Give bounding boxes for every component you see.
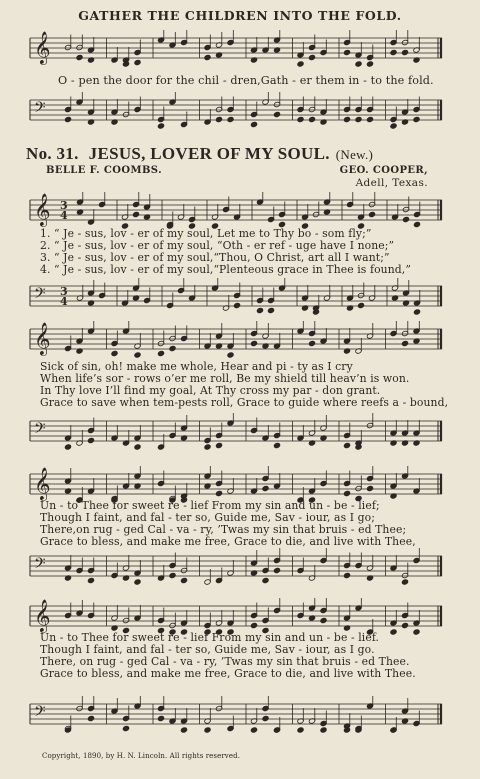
staff-top-bass xyxy=(22,92,446,132)
time-signature-top: 3 xyxy=(60,199,68,212)
composer-name: GEO. COOPER, xyxy=(339,165,428,176)
note-head xyxy=(204,727,211,733)
note-head xyxy=(233,302,240,308)
note-head xyxy=(111,350,118,356)
system-3-lyrics xyxy=(40,500,450,548)
system-3-verse-1: Un - to Thee for sweet re - lief From my sin and un - be - lief; xyxy=(40,499,380,512)
note-head xyxy=(343,572,350,578)
note-head xyxy=(401,49,408,55)
staff-top-bass-svg xyxy=(22,92,446,132)
system-2-verse-2: When life’s sor - rows o’er me roll, Be my shield till heav’n is won. xyxy=(40,372,410,385)
bass-clef-icon: 𝄢 xyxy=(34,99,46,120)
staff-system-4-bass-svg xyxy=(22,696,446,736)
note-head xyxy=(273,111,280,117)
copyright-notice: Copyright, 1890, by H. N. Lincoln. All rights reserved. xyxy=(42,752,241,760)
note-head xyxy=(355,116,362,122)
note-head xyxy=(157,350,164,356)
note-head xyxy=(157,715,164,721)
note-head xyxy=(180,727,187,733)
note-head xyxy=(401,622,408,628)
note-head xyxy=(343,116,350,122)
note-head xyxy=(413,309,420,315)
note-head xyxy=(366,485,373,491)
staff-system-4-bass xyxy=(22,696,446,736)
note-head xyxy=(308,54,315,60)
note-head xyxy=(355,61,362,67)
note-head xyxy=(390,123,397,129)
treble-clef-icon: 𝄞 xyxy=(34,322,51,355)
note-head xyxy=(401,579,408,585)
note-head xyxy=(256,307,263,313)
note-head xyxy=(250,121,257,127)
note-head xyxy=(320,727,327,733)
note-head xyxy=(87,715,94,721)
note-head xyxy=(157,123,164,129)
staff-system-2-treble xyxy=(22,321,446,361)
note-head xyxy=(262,577,269,583)
note-head xyxy=(320,617,327,623)
staff-top-treble xyxy=(22,30,446,70)
composer-place: Adell, Texas. xyxy=(355,177,428,189)
staff-system-3-bass-svg xyxy=(22,548,446,588)
system-2-verse-4: Grace to save when tem-pests roll, Grace to guide where reefs a - bound, xyxy=(40,396,449,409)
staff-system-2-bass-svg xyxy=(22,413,446,453)
note-head xyxy=(122,725,129,731)
note-head xyxy=(297,116,304,122)
treble-clef-icon: 𝄞 xyxy=(34,193,51,226)
note-head xyxy=(227,116,234,122)
note-head xyxy=(169,345,176,351)
note-head xyxy=(215,116,222,122)
bass-clef-icon: 𝄢 xyxy=(34,285,46,306)
system-1-verse-3: 3. “ Je - sus, lov - er of my soul,“Thou, O Christ, art all I want;” xyxy=(40,251,390,264)
note-head xyxy=(366,61,373,67)
note-head xyxy=(402,216,409,222)
staff-system-1-treble-svg xyxy=(22,192,446,232)
system-2-lyrics xyxy=(40,361,450,409)
system-3-verse-2: Though I faint, and fal - ter so, Guide me, Sav - iour, as I go; xyxy=(40,511,376,524)
note-head xyxy=(215,442,222,448)
system-3-verse-4: Grace to bless, and make me free, Grace to die, and live with Thee, xyxy=(40,535,416,548)
staff-system-1-bass xyxy=(22,278,446,318)
staff-system-1-bass-svg xyxy=(22,278,446,318)
note-head xyxy=(250,622,257,628)
note-head xyxy=(343,490,350,496)
treble-clef-icon: 𝄞 xyxy=(34,31,51,64)
note-head xyxy=(134,352,141,358)
note-head xyxy=(87,577,94,583)
note-head xyxy=(64,444,71,450)
note-head xyxy=(215,490,222,496)
note-head xyxy=(227,352,234,358)
hymn-number: No. 31. xyxy=(26,144,79,163)
treble-clef-icon: 𝄞 xyxy=(34,599,51,632)
system-4-lyrics xyxy=(40,632,450,680)
hymn-title xyxy=(26,144,373,164)
note-head xyxy=(76,54,83,60)
time-signature-bottom: 4 xyxy=(60,295,68,308)
hymn-title-text: JESUS, LOVER OF MY SOUL. xyxy=(88,144,330,163)
system-4-verse-4: Grace to bless, and make me free, Grace to die, and live with Thee. xyxy=(40,667,416,680)
system-2-verse-3: In Thy love I’ll find my goal, At Thy cross my par - don grant. xyxy=(40,384,381,397)
top-lyric-line: O - pen the door for the chil - dren,Gath - er them in - to the fold. xyxy=(58,74,434,87)
note-head xyxy=(87,437,94,443)
note-head xyxy=(297,61,304,67)
note-head xyxy=(134,579,141,585)
note-head xyxy=(273,442,280,448)
time-signature-top: 3 xyxy=(60,285,68,298)
note-head xyxy=(413,116,420,122)
note-head xyxy=(169,572,176,578)
staff-system-2-treble-svg xyxy=(22,321,446,361)
bass-clef-icon: 𝄢 xyxy=(34,420,46,441)
system-1-verse-4: 4. “ Je - sus, lov - er of my soul,“Plenteous grace in Thee is found,” xyxy=(40,263,411,276)
system-3-verse-3: There,on rug - ged Cal - va - ry, ’Twas my sin that bruis - ed Thee; xyxy=(40,523,407,536)
system-4-verse-2: Though I faint, and fal - ter so, Guide me, Sav - iour, as I go. xyxy=(40,643,375,656)
system-1-verse-1: 1. “ Je - sus, lov - er of my soul, Let me to Thy bo - som fly;” xyxy=(40,227,372,240)
running-head: GATHER THE CHILDREN INTO THE FOLD. xyxy=(78,8,402,23)
hymn-author: BELLE F. COOMBS. xyxy=(46,165,162,176)
note-head xyxy=(297,727,304,733)
note-head xyxy=(343,442,350,448)
hymn-tag: (New.) xyxy=(335,147,374,162)
note-head xyxy=(132,211,139,217)
staff-system-1-treble xyxy=(22,192,446,232)
note-head xyxy=(180,577,187,583)
note-head xyxy=(250,340,257,346)
note-head xyxy=(343,49,350,55)
note-head xyxy=(267,307,274,313)
bass-clef-icon: 𝄢 xyxy=(34,555,46,576)
staff-system-3-bass xyxy=(22,548,446,588)
note-head xyxy=(401,340,408,346)
hymn-composer xyxy=(340,165,428,189)
note-head xyxy=(134,59,141,65)
note-head xyxy=(308,340,315,346)
note-head xyxy=(204,54,211,60)
note-head xyxy=(357,302,364,308)
staff-top-treble-svg xyxy=(22,30,446,70)
note-head xyxy=(64,116,71,122)
system-2-verse-1: Sick of sin, oh! make me whole, Hear and pi - ty as I cry xyxy=(40,360,353,373)
treble-clef-icon: 𝄞 xyxy=(34,467,51,500)
note-head xyxy=(262,485,269,491)
note-head xyxy=(204,444,211,450)
system-1-verse-2: 2. “ Je - sus, lov - er of my soul, “Oth - er ref - uge have I none;” xyxy=(40,239,395,252)
system-4-verse-3: There, on rug - ged Cal - va - ry, ’Twas my sin that bruis - ed Thee. xyxy=(40,655,410,668)
note-head xyxy=(250,727,257,733)
note-head xyxy=(366,116,373,122)
bass-clef-icon: 𝄢 xyxy=(34,703,46,724)
note-head xyxy=(134,444,141,450)
system-1-lyrics xyxy=(40,228,450,276)
note-head xyxy=(390,49,397,55)
staff-system-2-bass xyxy=(22,413,446,453)
note-head xyxy=(308,116,315,122)
note-head xyxy=(413,221,420,227)
note-head xyxy=(273,567,280,573)
time-signature-bottom: 4 xyxy=(60,209,68,222)
note-head xyxy=(368,211,375,217)
note-head xyxy=(262,715,269,721)
system-4-verse-1: Un - to Thee for sweet re - lief From my sin and un - be - lief. xyxy=(40,631,380,644)
